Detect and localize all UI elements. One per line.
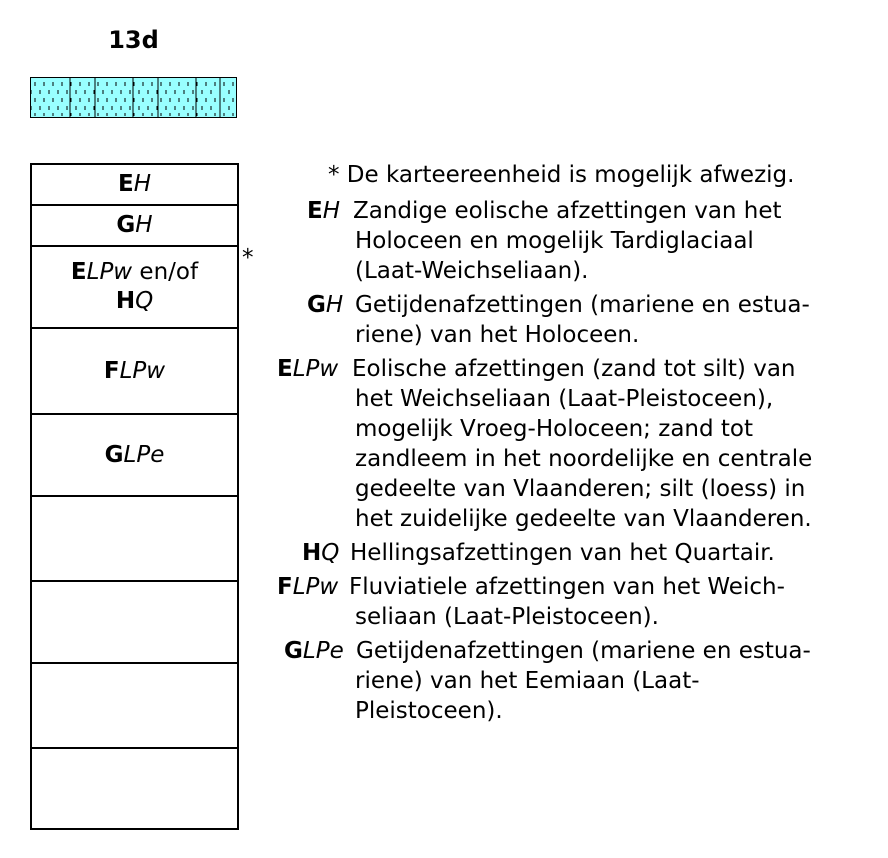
- layer-flpw: FLPw: [32, 329, 237, 415]
- lithology-swatch: [30, 77, 237, 118]
- legend-code-eh: EH: [307, 198, 341, 224]
- legend-text-line: (Laat-Weichseliaan).: [355, 258, 589, 284]
- layer-empty-4: [32, 749, 237, 828]
- layer-empty-1: [32, 497, 237, 582]
- legend-text-line: zandleem in het noordelijke en centrale: [355, 446, 813, 472]
- stratigraphic-column: [30, 163, 239, 830]
- legend-text-line: Pleistoceen).: [355, 698, 503, 724]
- legend-code-hq: HQ: [302, 540, 340, 566]
- legend-text-line: seliaan (Laat-Pleistoceen).: [355, 604, 659, 630]
- legend-text-line: Getijdenafzettingen (mariene en estua-: [356, 638, 811, 664]
- layer-empty-3: [32, 664, 237, 749]
- layer-glpe: GLPe: [32, 415, 237, 497]
- layer-elpw-hq: ELPw en/of HQ: [32, 247, 237, 329]
- legend-text-line: Eolische afzettingen (zand tot silt) van: [352, 356, 796, 382]
- legend-text-line: Fluviatiele afzettingen van het Weich-: [349, 574, 785, 600]
- legend-text-line: Holoceen en mogelijk Tardiglaciaal: [355, 228, 754, 254]
- legend-star-note: * De karteereenheid is mogelijk afwezig.: [328, 162, 795, 188]
- legend-text-line: gedeelte van Vlaanderen; silt (loess) in: [355, 476, 806, 502]
- legend-text-line: riene) van het Eemiaan (Laat-: [355, 668, 700, 694]
- legend-code-flpw: FLPw: [277, 574, 339, 600]
- legend-text-line: Hellingsafzettingen van het Quartair.: [350, 540, 775, 566]
- legend-text-line: Zandige eolische afzettingen van het: [353, 198, 782, 224]
- legend-code-glpe: GLPe: [284, 638, 344, 664]
- layer-empty-2: [32, 582, 237, 664]
- legend-code-elpw: ELPw: [277, 356, 339, 382]
- layer-gh: GH: [32, 206, 237, 247]
- legend-text-line: het Weichseliaan (Laat-Pleistoceen),: [355, 386, 774, 412]
- profile-title: 13d: [108, 26, 159, 54]
- legend-text-line: Getijdenafzettingen (mariene en estua-: [355, 292, 810, 318]
- legend-text-line: riene) van het Holoceen.: [355, 322, 640, 348]
- legend-text-line: het zuidelijke gedeelte van Vlaanderen.: [355, 506, 812, 532]
- absent-marker: *: [242, 245, 254, 271]
- legend-text-line: mogelijk Vroeg-Holoceen; zand tot: [355, 416, 754, 442]
- legend-code-gh: GH: [307, 292, 344, 318]
- layer-eh: EH: [32, 165, 237, 206]
